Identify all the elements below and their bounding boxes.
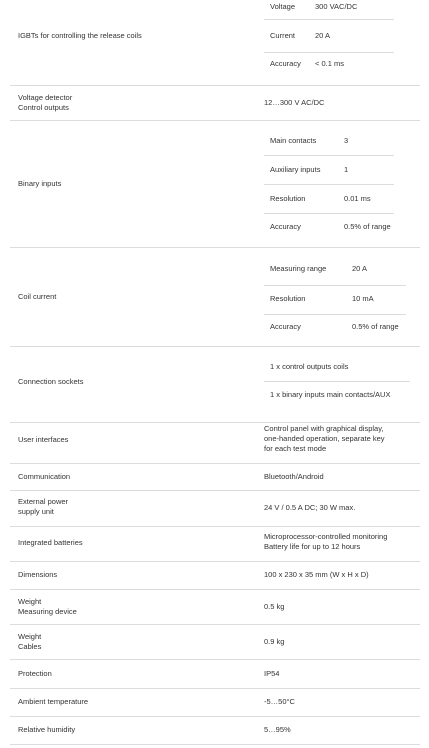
sub-key: Resolution [270, 294, 306, 303]
spec-label: Binary inputs [18, 179, 62, 188]
sub-value: 20 A [315, 31, 331, 40]
sub-key: Accuracy [270, 322, 301, 331]
spec-row-weight-device [10, 590, 420, 625]
spec-value: Microprocessor-controlled monitoring Battery life for up to 12 hours [264, 532, 388, 552]
spec-label: Weight Measuring device [18, 597, 77, 617]
sub-value: 10 mA [352, 294, 374, 303]
spec-row-connection-sockets [10, 347, 420, 423]
sub-key: Accuracy [270, 59, 301, 68]
sub-row-accuracy [264, 214, 394, 242]
sub-key: 1 x binary inputs main contacts/AUX [270, 390, 391, 399]
sub-value: 300 VAC/DC [315, 2, 358, 11]
spec-label: User interfaces [18, 435, 69, 444]
spec-value: 100 x 230 x 35 mm (W x H x D) [264, 570, 369, 579]
sub-value: 0.5% of range [352, 322, 399, 331]
sub-value: 3 [344, 136, 349, 145]
sub-value: 20 A [352, 264, 368, 273]
sub-value: 0.01 ms [344, 194, 371, 203]
spec-row-external-power [10, 491, 420, 527]
sub-key: Accuracy [270, 222, 301, 231]
spec-value: 0.9 kg [264, 637, 285, 646]
spec-row-relative-humidity [10, 717, 420, 745]
spec-row-ambient-temperature [10, 689, 420, 717]
spec-row-binary-inputs [10, 121, 420, 248]
sub-row-main-contacts [264, 126, 394, 156]
sub-key: Main contacts [270, 136, 317, 145]
sub-row-binary-inputs [264, 382, 410, 410]
sub-row-resolution [264, 185, 394, 214]
spec-label: Weight Cables [18, 632, 42, 652]
spec-row-communication [10, 464, 420, 491]
sub-row-aux-inputs [264, 156, 394, 185]
sub-row-accuracy [264, 315, 406, 343]
spec-label: Voltage detector Control outputs [18, 93, 73, 113]
spec-value: Bluetooth/Android [264, 472, 324, 481]
spec-label: Relative humidity [18, 725, 76, 734]
spec-row-weight-cables [10, 625, 420, 660]
spec-row-coil-current [10, 248, 420, 347]
spec-label: IGBTs for controlling the release coils [18, 31, 142, 40]
spec-label: Communication [18, 472, 71, 481]
spec-label: Protection [18, 669, 52, 678]
spec-row-voltage-detector [10, 86, 420, 121]
spec-row-user-interfaces [10, 423, 420, 464]
sub-value: 0.5% of range [344, 222, 391, 231]
sub-key: Measuring range [270, 264, 327, 273]
spec-label: Dimensions [18, 570, 58, 579]
sub-row-voltage [264, 0, 394, 20]
spec-row-protection [10, 660, 420, 689]
spec-row-dimensions [10, 562, 420, 590]
spec-value: Control panel with graphical display, one-handed operation, separate key for each test mode [264, 424, 385, 454]
spec-value: -5…50°C [264, 697, 295, 706]
sub-key: Voltage [270, 2, 296, 11]
spec-value: 24 V / 0.5 A DC; 30 W max. [264, 503, 356, 512]
sub-row-measuring-range [264, 253, 406, 286]
spec-row-batteries [10, 527, 420, 562]
spec-value: 0.5 kg [264, 602, 285, 611]
spec-row-igbts [10, 0, 420, 86]
sub-row-current [264, 20, 394, 53]
spec-label: External power supply unit [18, 497, 69, 517]
spec-value: 5…95% [264, 725, 291, 734]
spec-value: IP54 [264, 669, 280, 678]
sub-value: 1 [344, 165, 349, 174]
sub-key: Current [270, 31, 296, 40]
sub-row-control-outputs [264, 352, 410, 382]
spec-label: Coil current [18, 292, 57, 301]
sub-key: 1 x control outputs coils [270, 362, 349, 371]
sub-key: Auxiliary inputs [270, 165, 321, 174]
spec-label: Ambient temperature [18, 697, 89, 706]
spec-label: Integrated batteries [18, 538, 83, 547]
sub-row-accuracy [264, 53, 394, 83]
sub-value: < 0.1 ms [315, 59, 344, 68]
sub-key: Resolution [270, 194, 306, 203]
spec-label: Connection sockets [18, 377, 84, 386]
sub-row-resolution [264, 286, 406, 315]
spec-value: 12…300 V AC/DC [264, 98, 325, 107]
